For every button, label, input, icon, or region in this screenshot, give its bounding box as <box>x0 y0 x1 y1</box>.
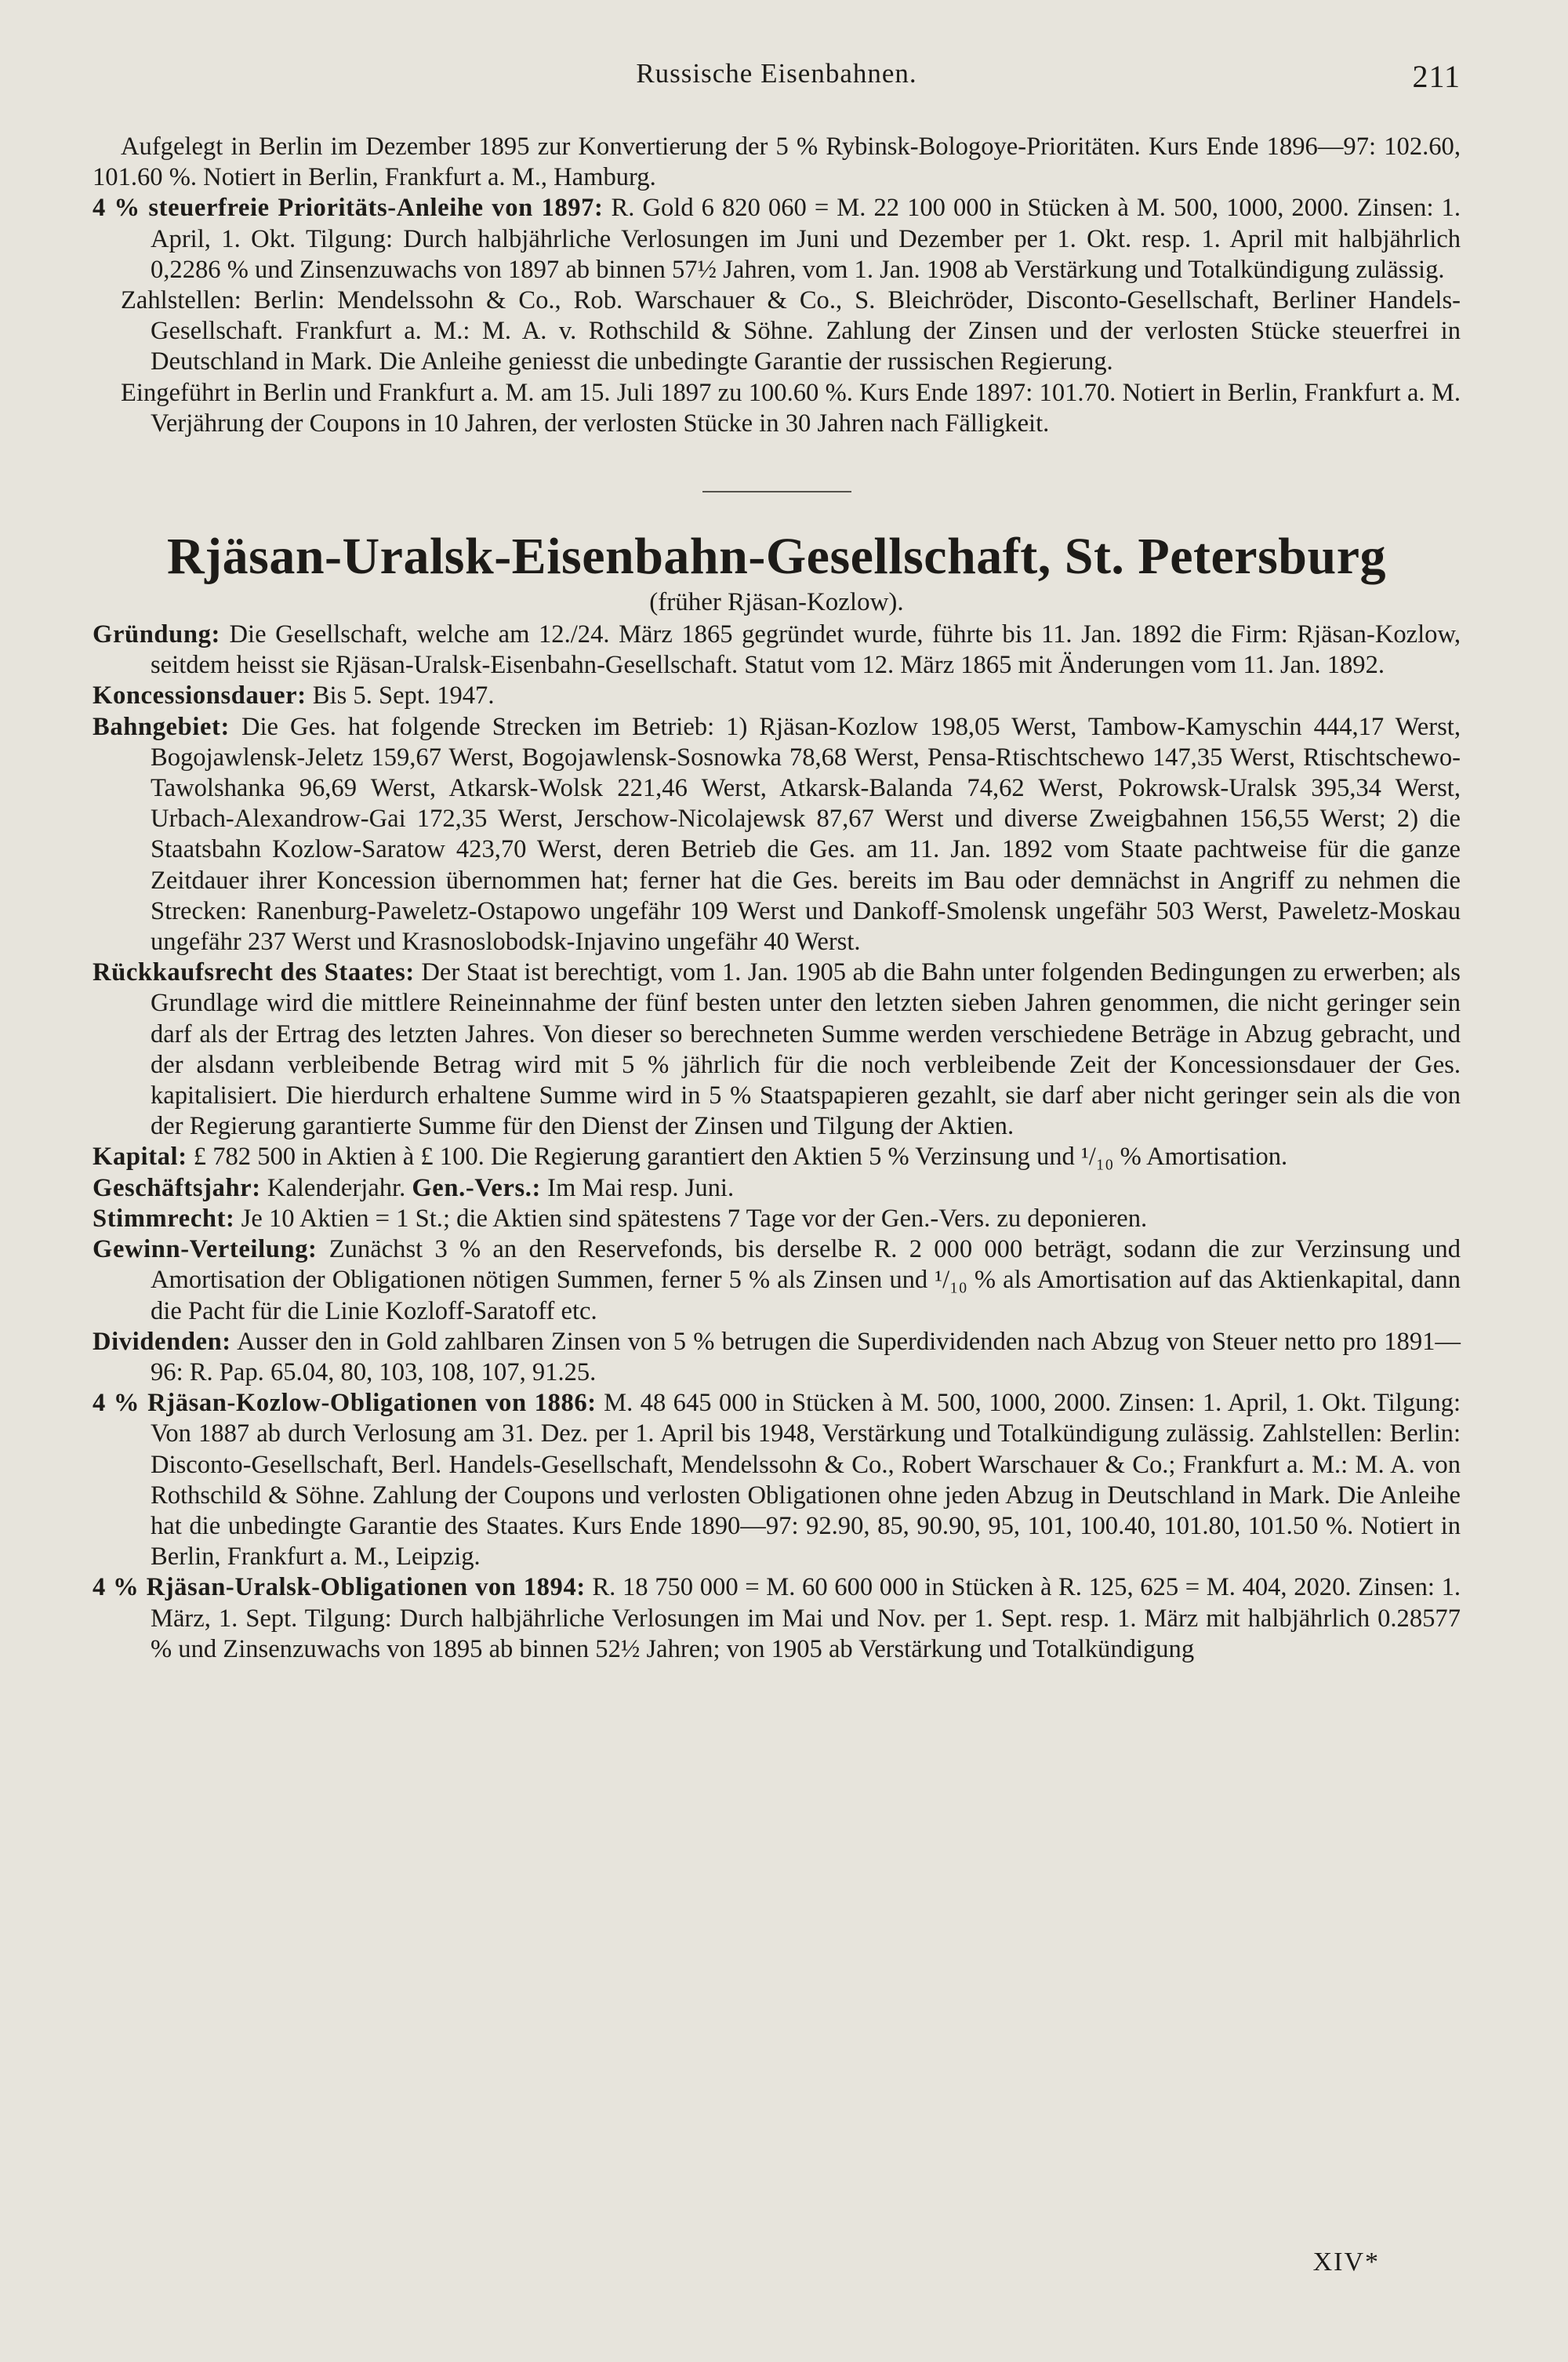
section-text: Ausser den in Gold zahlbaren Zinsen von 5 % betrugen die Superdividenden nach Abzug von Steuer netto pro 1891—96: R. Pap. 65.04, 80, 103, 108, 107, 91.25. <box>151 1327 1461 1386</box>
section-text-gen-vers: Im Mai resp. Juni. <box>541 1173 735 1202</box>
section-kapital <box>93 1142 1461 1172</box>
section-geschaeftsjahr <box>93 1173 1461 1204</box>
company-subtitle: (früher Rjäsan-Kozlow). <box>649 588 904 617</box>
section-text: Je 10 Aktien = 1 St.; die Aktien sind spätestens 7 Tage vor der Gen.-Vers. zu deponieren. <box>234 1204 1148 1233</box>
signature-mark: XIV* <box>1312 2248 1380 2277</box>
section-rueckkaufsrecht <box>93 958 1461 1142</box>
section-text: Bis 5. Sept. 1947. <box>306 681 495 710</box>
page-header <box>93 58 1461 105</box>
section-term: Gewinn-Verteilung: <box>93 1235 318 1264</box>
section-term: Gründung: <box>93 620 220 649</box>
section-term: Stimmrecht: <box>93 1204 235 1233</box>
paragraph-zahlstellen: Zahlstellen: Berlin: Mendelssohn & Co., Rob. Warschauer & Co., S. Bleichröder, Disconto-Gesellschaft, Berliner Handels-Gesellschaft. Frankfurt a. M.: M. A. v. Rothschild & Söhne. Zahlung der Zinsen und der verlosten Stücke steuerfrei in Deutschland in Mark. Die Anleihe geniesst die unbedingte Garantie der russischen Regierung. <box>121 286 1461 376</box>
section-text: M. 48 645 000 in Stücken à M. 500, 1000, 2000. Zinsen: 1. April, 1. Okt. Tilgung: Von 1887 ab durch Verlosung am 31. Dez. per 1. April bis 1948, Verstärkung und Totalkündigung zulässig. Zahlstellen: Berlin: Disconto-Gesellschaft, Berl. Handels-Gesellschaft, Mendelssohn & Co., Robert Warschauer & Co.; Frankfurt a. M.: M. A. von Rothschild & Söhne. Zahlung der Coupons und verlosten Obligationen ohne jeden Abzug in Deutschland in Mark. Die Anleihe hat die unbedingte Garantie des Staates. Kurs Ende 1890—97: 92.90, 85, 90.90, 95, 101, 100.40, 101.80, 101.50 %. Notiert in Berlin, Frankfurt a. M., Leipzig. <box>151 1389 1461 1572</box>
section-text: £ 782 500 in Aktien à £ 100. Die Regierung garantiert den Aktien 5 % Verzinsung und ¹/₁₀ % Amortisation. <box>187 1143 1288 1172</box>
section-term: Kapital: <box>93 1143 187 1172</box>
section-kozlow-obligationen <box>93 1388 1461 1572</box>
section-text: Die Ges. hat folgende Strecken im Betrieb: 1) Rjäsan-Kozlow 198,05 Werst, Tambow-Kamyschin 444,17 Werst, Bogojawlensk-Jeletz 159,67 Werst, Bogojawlensk-Sosnowka 78,68 Werst, Pensa-Rtischtschewo 147,35 Werst, Rtischtschewo-Tawolshanka 96,69 Werst, Atkarsk-Wolsk 221,46 Werst, Atkarsk-Balanda 74,62 Werst, Pokrowsk-Uralsk 395,34 Werst, Urbach-Alexandrow-Gai 172,35 Werst, Jerschow-Nicolajewsk 87,67 Werst und diverse Zweigbahnen 156,55 Werst; 2) die Staatsbahn Kozlow-Saratow 423,70 Werst, deren Betrieb die Ges. am 11. Jan. 1892 vom Staate pachtweise für die ganze Zeitdauer ihrer Koncession übernommen hat; ferner hat die Ges. bereits im Bau oder demnächst in Angriff zu nehmen die Strecken: Ranenburg-Paweletz-Ostapowo ungefähr 109 Werst und Dankoff-Smolensk ungefähr 503 Werst, Paweletz-Moskau ungefähr 237 Werst und Krasnoslobodsk-Injavino ungefähr 40 Werst. <box>151 712 1461 957</box>
section-text: R. 18 750 000 = M. 60 600 000 in Stücken à R. 125, 625 = M. 404, 2020. Zinsen: 1. März, 1. Sept. Tilgung: Durch halbjährliche Verlosungen im Mai und Nov. per 1. Sept. resp. 1. März mit halbjährlich 0.28577 % und Zinsenzuwachs von 1895 ab binnen 52½ Jahren; von 1905 ab Verstärkung und Totalkündigung <box>151 1573 1461 1663</box>
section-text: Zunächst 3 % an den Reservefonds, bis derselbe R. 2 000 000 beträgt, sodann die zur Verzinsung und Amortisation der Obligationen nötigen Summen, ferner 5 % als Zinsen und ¹/₁₀ % als Amortisation auf das Aktienkapital, dann die Pacht für die Linie Kozloff-Saratoff etc. <box>151 1235 1461 1325</box>
section-koncessionsdauer <box>93 681 1461 711</box>
section-term: 4 % Rjäsan-Kozlow-Obligationen von 1886: <box>93 1389 597 1418</box>
prioritaets-anleihe-term: 4 % steuerfreie Prioritäts-Anleihe von 1897: <box>93 194 604 223</box>
running-title: Russische Eisenbahnen. <box>636 58 917 89</box>
paragraph-prioritaets-anleihe <box>93 193 1461 285</box>
section-stimmrecht <box>93 1204 1461 1234</box>
paragraph-eingefuehrt: Eingeführt in Berlin und Frankfurt a. M. am 15. Juli 1897 zu 100.60 %. Kurs Ende 1897: 101.70. Notiert in Berlin, Frankfurt a. M. Verjährung der Coupons in 10 Jahren, der verlosten Stücke in 30 Jahren nach Fälligkeit. <box>121 378 1461 438</box>
company-title: Rjäsan-Uralsk-Eisenbahn-Gesellschaft, St. Petersburg <box>167 528 1386 586</box>
section-bahngebiet <box>93 712 1461 958</box>
section-gruendung <box>93 620 1461 681</box>
page-number: 211 <box>1412 59 1461 94</box>
section-dividenden <box>93 1327 1461 1388</box>
section-term: Geschäftsjahr: <box>93 1173 261 1202</box>
section-term: Koncessionsdauer: <box>93 681 307 710</box>
section-text: Der Staat ist berechtigt, vom 1. Jan. 1905 ab die Bahn unter folgenden Bedingungen zu erwerben; als Grundlage wird die mittlere Reineinnahme der fünf besten unter den letzten sieben Jahren genommen, die nicht geringer sein darf als der Ertrag des letzten Jahres. Von dieser so berechneten Summe werden verschiedene Beträge in Abzug gebracht, und der alsdann verbleibende Betrag wird mit 5 % jährlich für die noch verbleibende Zeit der Koncessionsdauer der Ges. kapitalisiert. Die hierdurch erhaltene Summe wird in 5 % Staatspapieren gezahlt, sie darf aber nicht geringer sein als die von der Regierung garantierte Summe für den Dienst der Zinsen und Tilgung der Aktien. <box>151 958 1461 1141</box>
paragraph-konvertierung: Aufgelegt in Berlin im Dezember 1895 zur Konvertierung der 5 % Rybinsk-Bologoye-Prioritäten. Kurs Ende 1896—97: 102.60, 101.60 %. Notiert in Berlin, Frankfurt a. M., Hamburg. <box>93 133 1461 192</box>
section-term-gen-vers: Gen.-Vers.: <box>412 1173 541 1202</box>
section-text: Die Gesellschaft, welche am 12./24. März 1865 gegründet wurde, führte bis 11. Jan. 1892 die Firm: Rjäsan-Kozlow, seitdem heisst sie Rjäsan-Uralsk-Eisenbahn-Gesellschaft. Statut vom 12. März 1865 mit Änderungen vom 11. Jan. 1892. <box>151 620 1461 680</box>
section-term: Bahngebiet: <box>93 712 230 741</box>
section-text: Kalenderjahr. <box>260 1173 412 1202</box>
prioritaets-anleihe-text: R. Gold 6 820 060 = M. 22 100 000 in Stücken à M. 500, 1000, 2000. Zinsen: 1. April, 1. Okt. Tilgung: Durch halbjährliche Verlosungen im Juni und Dezember per 1. Okt. resp. 1. April mit halbjährlich 0,2286 % und Zinsenzuwachs von 1897 ab binnen 57½ Jahren, vom 1. Jan. 1908 ab Verstärkung und Totalkündigung zulässig. <box>151 194 1461 284</box>
page-body <box>93 132 1461 1665</box>
section-divider <box>702 491 851 492</box>
section-gewinn-verteilung <box>93 1234 1461 1327</box>
section-uralsk-obligationen <box>93 1572 1461 1665</box>
section-term: Rückkaufsrecht des Staates: <box>93 958 415 987</box>
section-term: Dividenden: <box>93 1327 231 1356</box>
section-term: 4 % Rjäsan-Uralsk-Obligationen von 1894: <box>93 1573 586 1602</box>
